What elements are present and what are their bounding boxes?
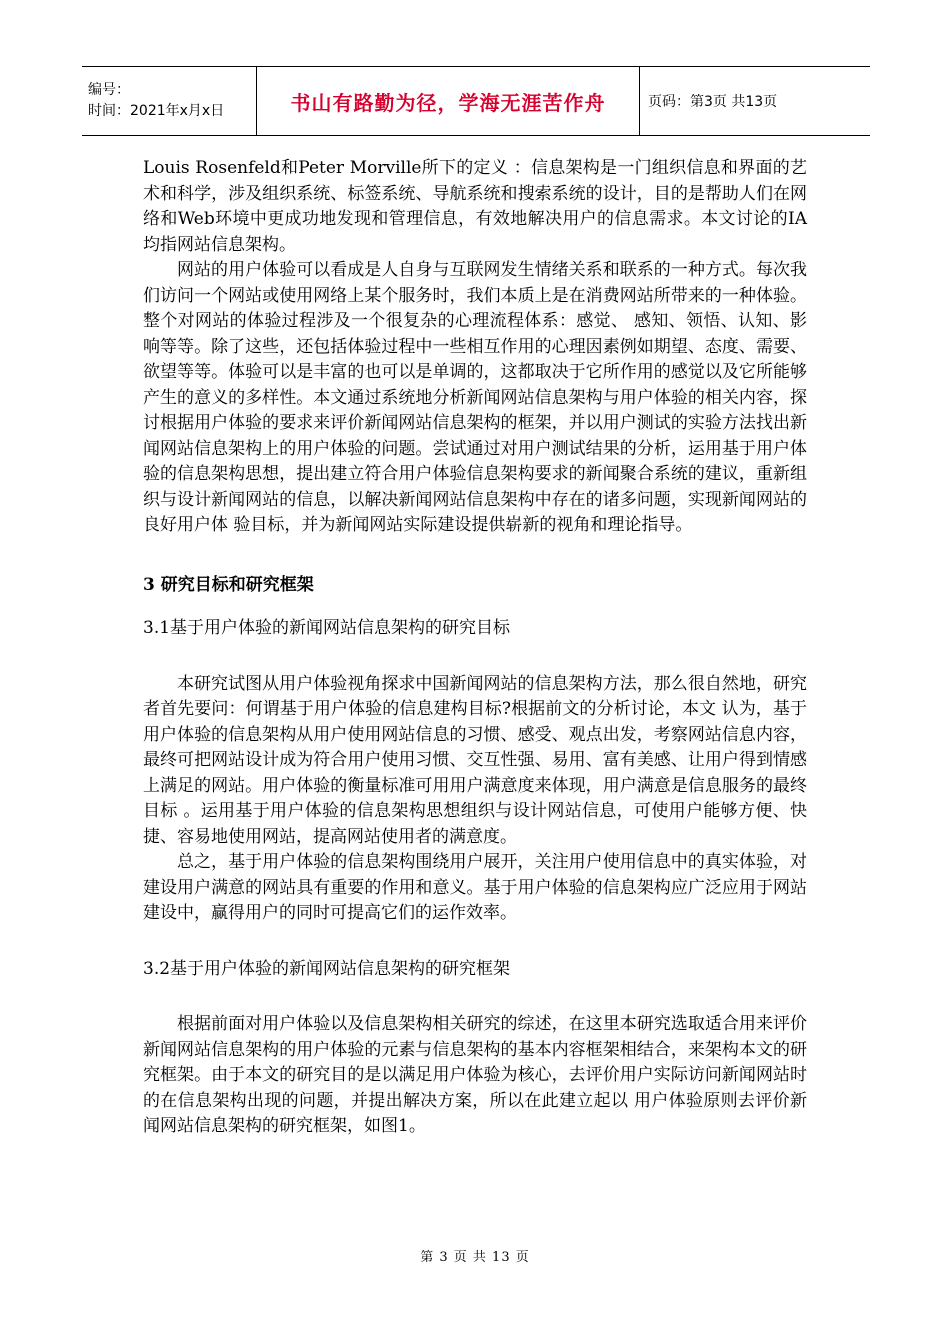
section-heading-3-1: 3.1基于用户体验的新闻网站信息架构的研究目标 (143, 618, 511, 638)
paragraph-research-framework: 根据前面对用户体验以及信息架构相关研究的综述，在这里本研究选取适合用来评价新闻网站信息架构的用户体验的元素与信息架构的基本内容框架相结合，来架构本文的研究框架。由于本文的研究目的是以满足用户体验为核心，去评价用户实际访问新闻网站时的在信息架构出现的问题，并提出解决方案，所以在此建立起以 用户体验原则去评价新闻网站信息架构的研究框架，如图1。 (143, 1014, 807, 1136)
section-heading-3-2: 3.2基于用户体验的新闻网站信息架构的研究框架 (143, 958, 511, 979)
document-number-label: 编号： (88, 82, 130, 98)
paragraph-research-goal: 本研究试图从用户体验视角探求中国新闻网站的信息架构方法，那么很自然地，研究者首先要问：何谓基于用户体验的信息建构目标?根据前文的分析讨论，本文 认为，基于用户体验的信息架构从用户使用网站信息的习惯、感受、观点出发，考察网站信息内容，最终可把网站设计成为符合用户使用习惯、交互性强、易用、富有美感、让用户得到情感上满足的网站。用户体验的衡量标准可用用户满意度来体现，用户满意是信息服务的最终目标 。运用基于用户体验的信息架构思想组织与设计网站信息，可使用户能够方便、快捷、容易地使用网站，提高网站使用者的满意度。 (143, 673, 807, 847)
document-body (143, 156, 807, 1140)
header-page-number: 页码：第3页 共13页 (648, 94, 778, 110)
paragraph-ia-definition: Louis Rosenfeld和Peter Morville所下的定义 ：信息架构是一门组织信息和界面的艺术和科学，涉及组织系统、标签系统、导航系统和搜索系统的设计，目的是帮助人们在网络和Web环境中更成功地发现和管理信息，有效地解决用户的信息需求。本文讨论的IA均指网站信息架构。 (143, 158, 807, 255)
header-page-cell (640, 67, 870, 135)
page-footer-number: 第 3 页 共 13 页 (420, 1250, 530, 1265)
header-motto-cell (257, 67, 640, 135)
paragraph-user-experience: 网站的用户体验可以看成是人自身与互联网发生情绪关系和联系的一种方式。每次我们访问一个网站或使用网络上某个服务时，我们本质上是在消费网站所带来的一种体验。整个对网站的体验过程涉及一个很复杂的心理流程体系：感觉、 感知、领悟、认知、影响等等。除了这些，还包括体验过程中一些相互作用的心理因素例如期望、态度、需要、欲望等等。体验可以是丰富的也可以是单调的，这都取决于它所作用的感觉以及它所能够产生的意义的多样性。本文通过系统地分析新闻网站信息架构与用户体验的相关内容，探讨根据用户体验的要求来评价新闻网站信息架构的框架，并以用户测试的实验方法找出新闻网站信息架构上的用户体验的问题。尝试通过对用户测试结果的分析，运用基于用户体验的信息架构思想，提出建立符合用户体验信息架构要求的新闻聚合系统的建议，重新组织与设计新闻网站的信息，以解决新闻网站信息架构中存在的诸多问题，实现新闻网站的良好用户体 验目标，并为新闻网站实际建设提供崭新的视角和理论指导。 (143, 260, 807, 535)
document-date-label: 时间：2021年x月x日 (88, 103, 225, 119)
section-heading-3: 3 研究目标和研究框架 (143, 574, 314, 595)
motto-text: 书山有路勤为径，学海无涯苦作舟 (290, 90, 606, 115)
paragraph-summary: 总之，基于用户体验的信息架构围绕用户展开，关注用户使用信息中的真实体验，对建设用户满意的网站具有重要的作用和意义。基于用户体验的信息架构应广泛应用于网站建设中，赢得用户的同时可提高它们的运作效率。 (143, 852, 807, 923)
page-header (82, 66, 870, 136)
header-meta (82, 67, 257, 135)
